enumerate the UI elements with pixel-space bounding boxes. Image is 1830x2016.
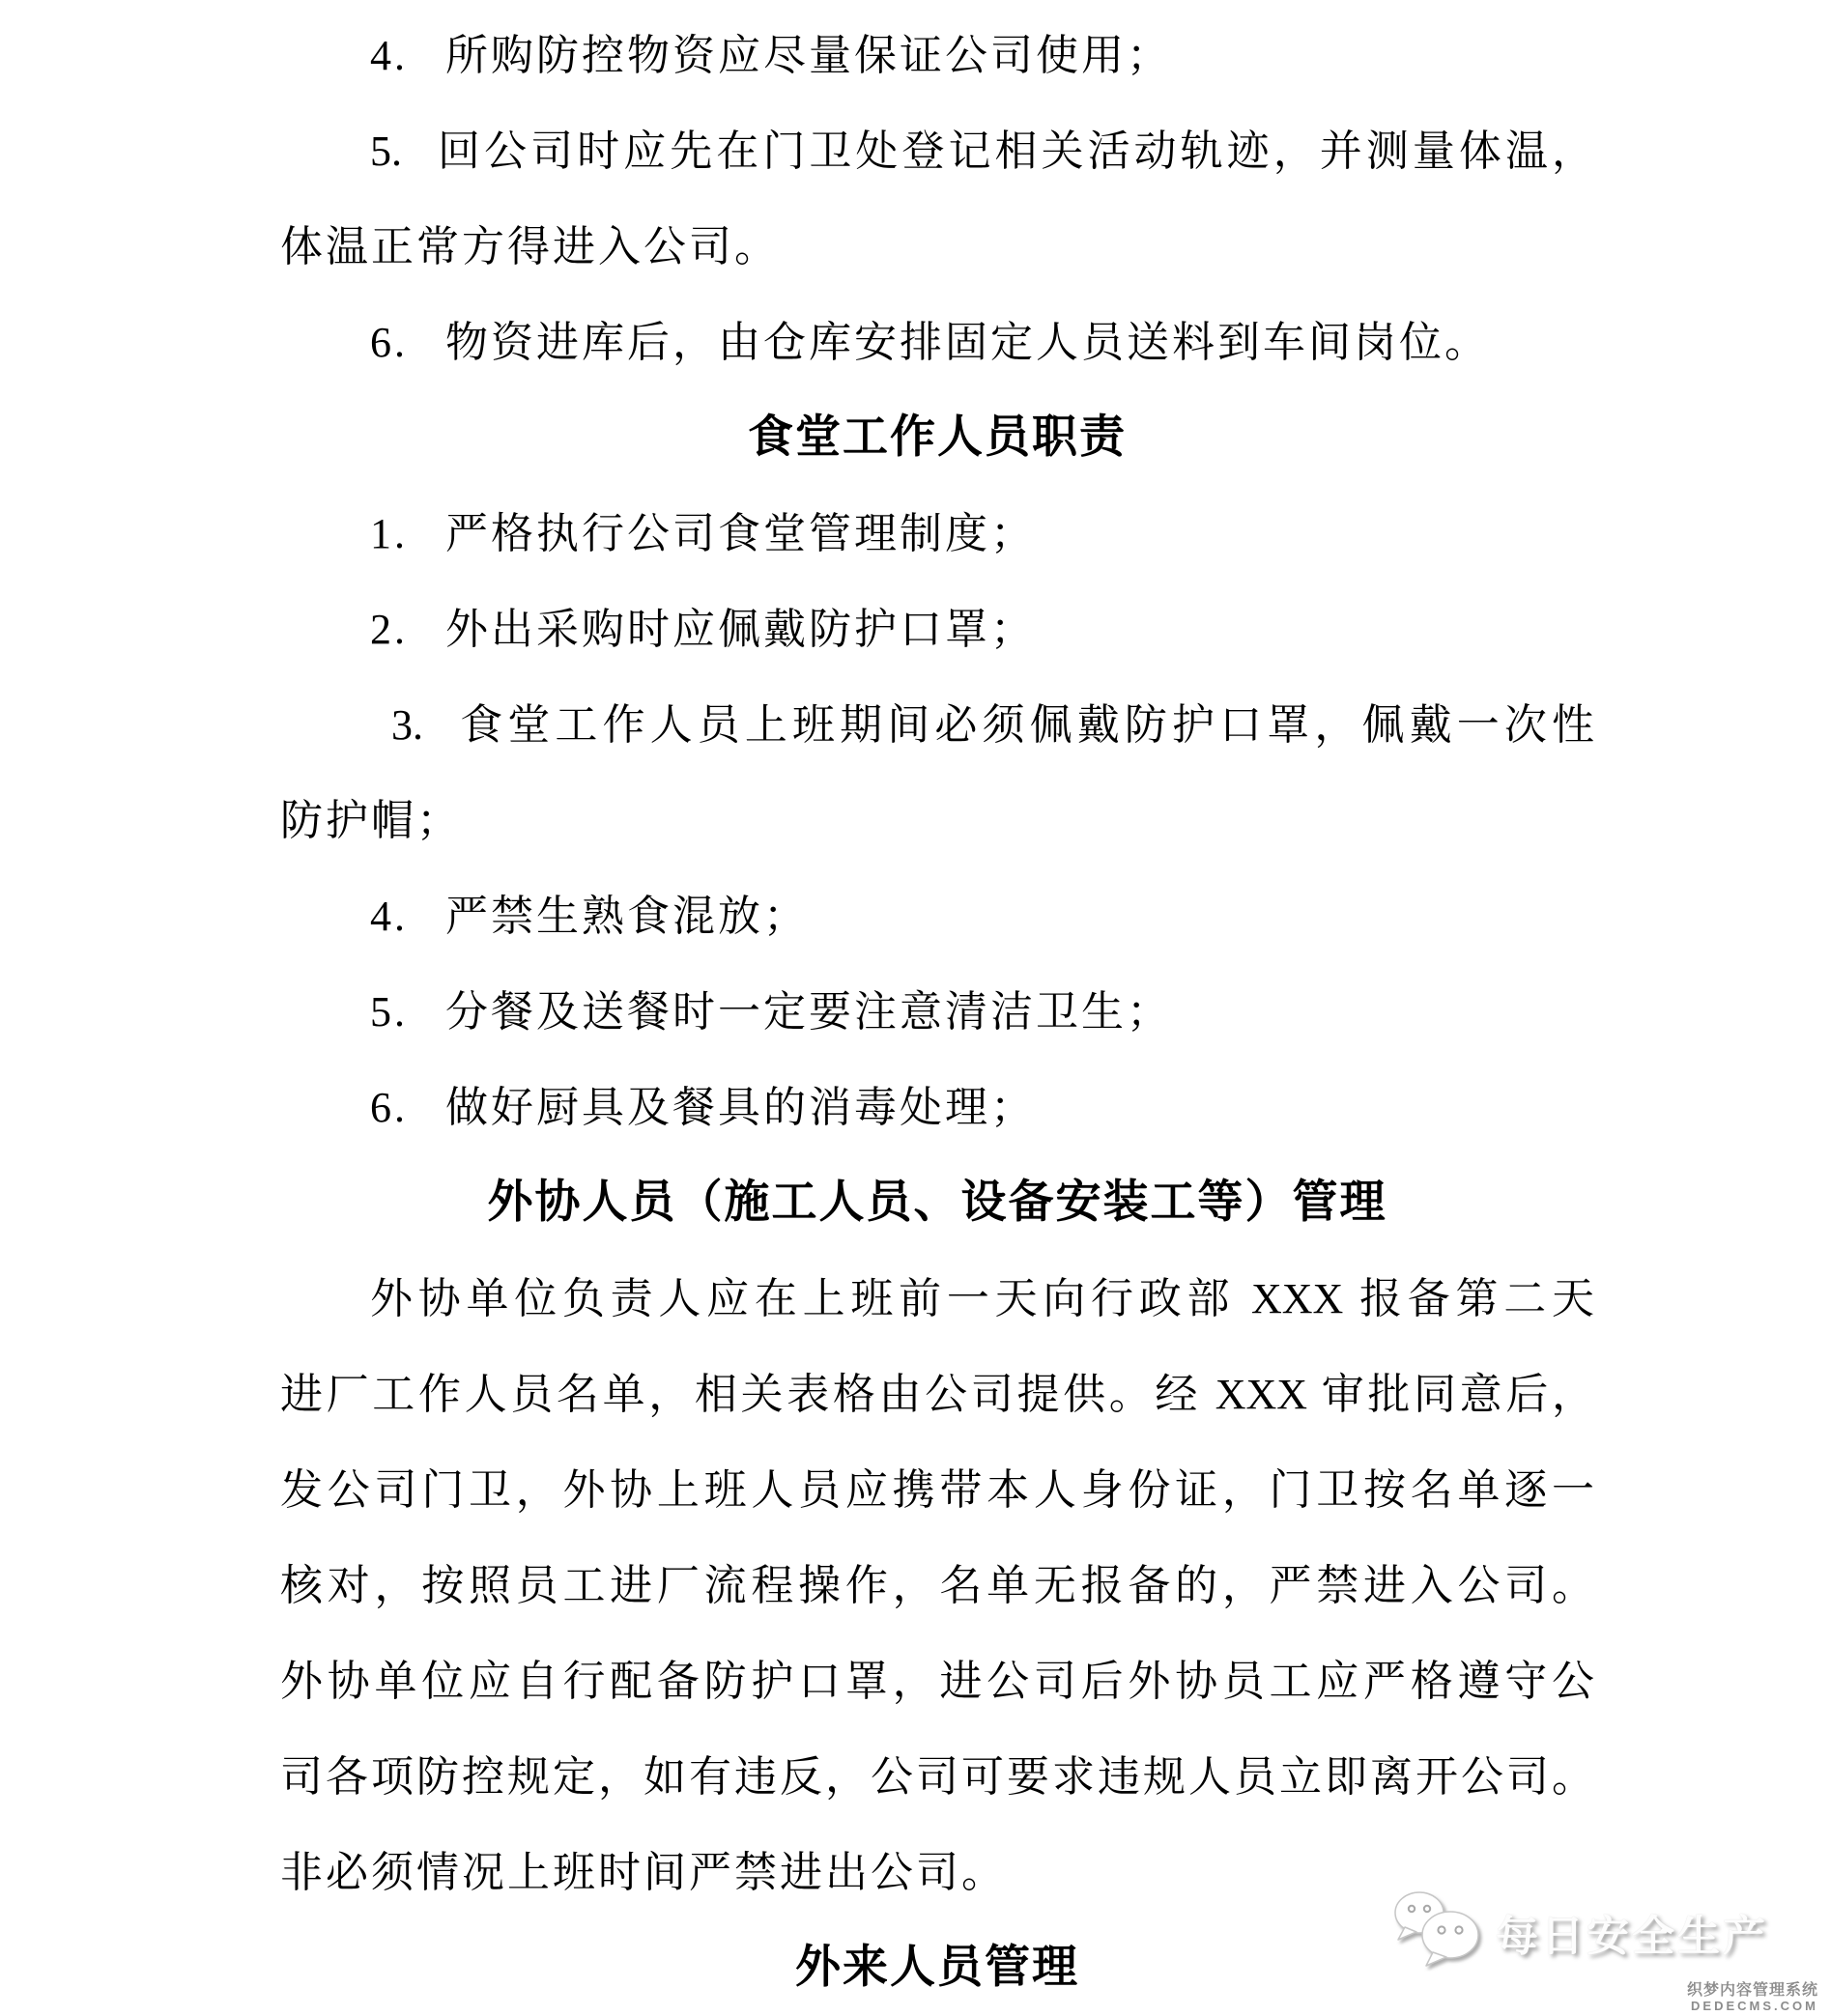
paragraph-line: 外协单位负责人应在上班前一天向行政部 XXX 报备第二天 [370, 1275, 1594, 1322]
cms-watermark-domain: DEDECMS.COM [1691, 1999, 1818, 2014]
brand-watermark-text: 每日安全生产 [1496, 1913, 1768, 1961]
list-item: 1. 严格执行公司食堂管理制度； [370, 510, 1036, 557]
paragraph-line: 发公司门卫，外协上班人员应携带本人身份证，门卫按名单逐一 [280, 1466, 1594, 1514]
paragraph-line: 核对，按照员工进厂流程操作，名单无报备的，严禁进入公司。 [280, 1562, 1594, 1609]
list-item: 3. 食堂工作人员上班期间必须佩戴防护口罩，佩戴一次性 [370, 701, 1594, 749]
list-item: 4. 所购防控物资应尽量保证公司使用； [370, 32, 1172, 79]
section-heading-canteen-staff-duties: 食堂工作人员职责 [748, 412, 1127, 463]
list-item: 4. 严禁生熟食混放； [370, 893, 809, 940]
list-item: 6. 物资进库后，由仓库安排固定人员送料到车间岗位。 [370, 319, 1490, 366]
paragraph-line: 非必须情况上班时间严禁进出公司。 [280, 1849, 1007, 1896]
paragraph-line: 司各项防控规定，如有违反，公司可要求违规人员立即离开公司。 [280, 1753, 1594, 1801]
section-heading-visitor-management: 外来人员管理 [795, 1943, 1079, 1993]
cms-watermark-name: 织梦内容管理系统 [1686, 1981, 1818, 1999]
section-heading-external-personnel-management: 外协人员（施工人员、设备安装工等）管理 [487, 1178, 1387, 1228]
cms-watermark [1389, 1982, 1818, 2014]
list-item: 2. 外出采购时应佩戴防护口罩； [370, 606, 1036, 653]
wechat-bubbles-icon [1389, 1888, 1486, 1976]
paragraph-line: 进厂工作人员名单，相关表格由公司提供。经 XXX 审批同意后， [280, 1371, 1594, 1418]
list-item: 5. 分餐及送餐时一定要注意清洁卫生； [370, 988, 1172, 1036]
list-item: 5. 回公司时应先在门卫处登记相关活动轨迹，并测量体温， [370, 128, 1594, 175]
list-item-continuation: 体温正常方得进入公司。 [280, 223, 780, 270]
list-item-continuation: 防护帽； [280, 797, 462, 844]
brand-watermark [1389, 1888, 1818, 2014]
list-item: 6. 做好厨具及餐具的消毒处理； [370, 1084, 1036, 1131]
paragraph-line: 外协单位应自行配备防护口罩，进公司后外协员工应严格遵守公 [280, 1658, 1594, 1705]
document-body [280, 8, 1594, 2016]
